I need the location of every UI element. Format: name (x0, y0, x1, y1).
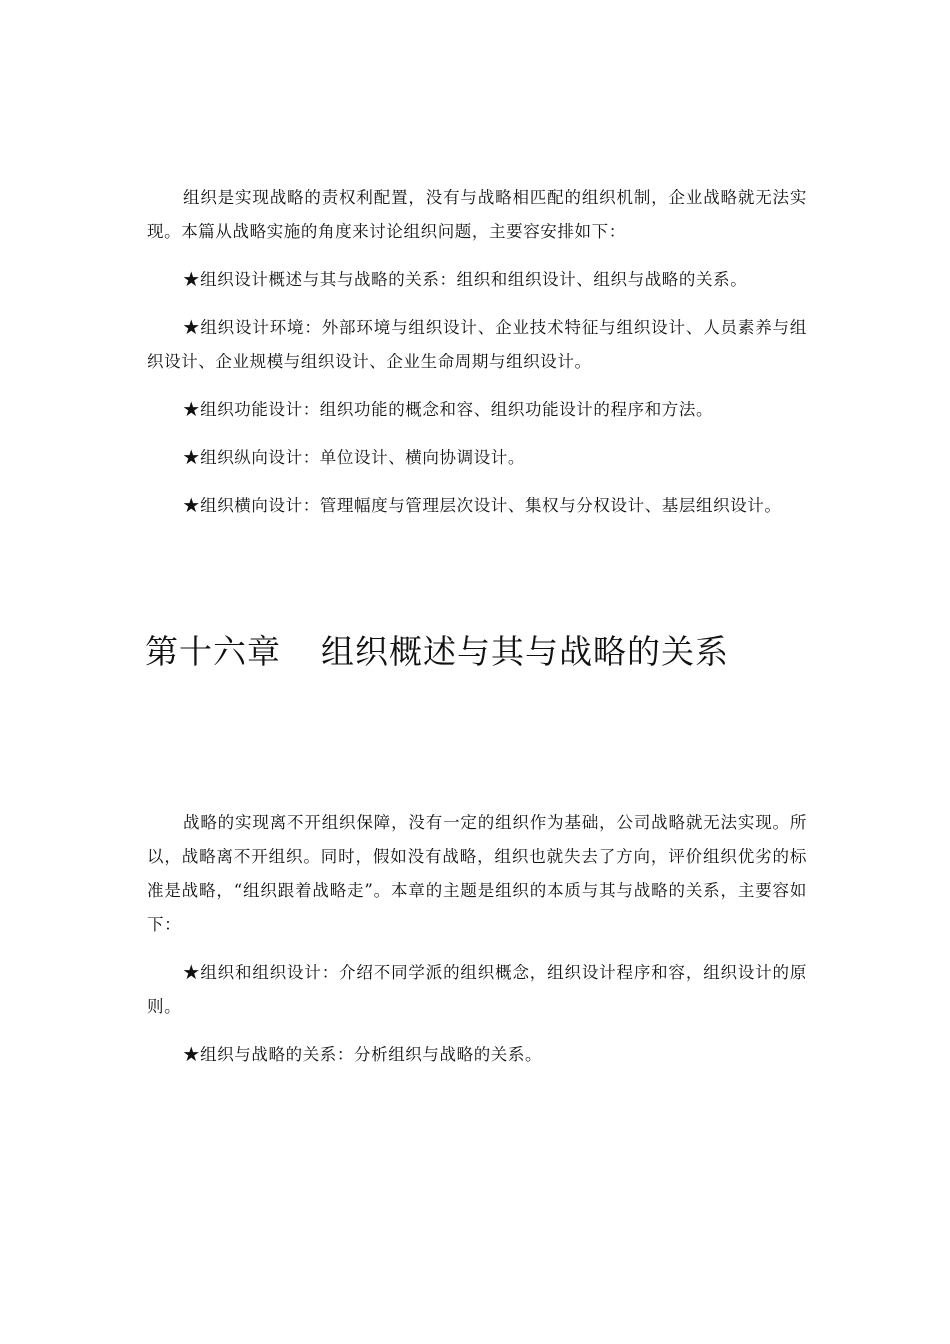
part-intro-bullet-vertical-design: ★组织纵向设计：单位设计、横向协调设计。 (183, 448, 525, 467)
part-intro-bullet-design-overview: ★组织设计概述与其与战略的关系：组织和组织设计、组织与战略的关系。 (183, 270, 748, 289)
chapter-intro (147, 806, 807, 1072)
chapter-intro-bullet-organization-strategy: ★组织与战略的关系：分析组织与战略的关系。 (183, 1045, 543, 1064)
chapter-intro-bullet-organization-design: ★组织和组织设计：介绍不同学派的组织概念，组织设计程序和容，组织设计的原则。 (147, 963, 807, 1016)
chapter-intro-paragraph: 战略的实现离不开组织保障，没有一定的组织作为基础，公司战略就无法实现。所以，战略离不开组织。同时，假如没有战略，组织也就失去了方向，评价组织优劣的标准是战略，“组织跟着战略走”。本章的主题是组织的本质与其与战略的关系，主要容如下： (147, 813, 807, 934)
part-intro-bullet-design-environment: ★组织设计环境：外部环境与组织设计、企业技术特征与组织设计、人员素养与组织设计、企业规模与组织设计、企业生命周期与组织设计。 (147, 318, 807, 371)
chapter-number: 第十六章 (145, 632, 281, 671)
part-intro-paragraph: 组织是实现战略的责权利配置，没有与战略相匹配的组织机制，企业战略就无法实现。本篇从战略实施的角度来讨论组织问题，主要容安排如下： (147, 188, 807, 241)
part-intro-bullet-function-design: ★组织功能设计：组织功能的概念和容、组织功能设计的程序和方法。 (183, 400, 714, 419)
part-intro (147, 181, 807, 523)
chapter-heading (145, 626, 729, 673)
part-intro-bullet-horizontal-design: ★组织横向设计：管理幅度与管理层次设计、集权与分权设计、基层组织设计。 (183, 496, 782, 515)
chapter-title: 组织概述与其与战略的关系 (321, 632, 729, 671)
